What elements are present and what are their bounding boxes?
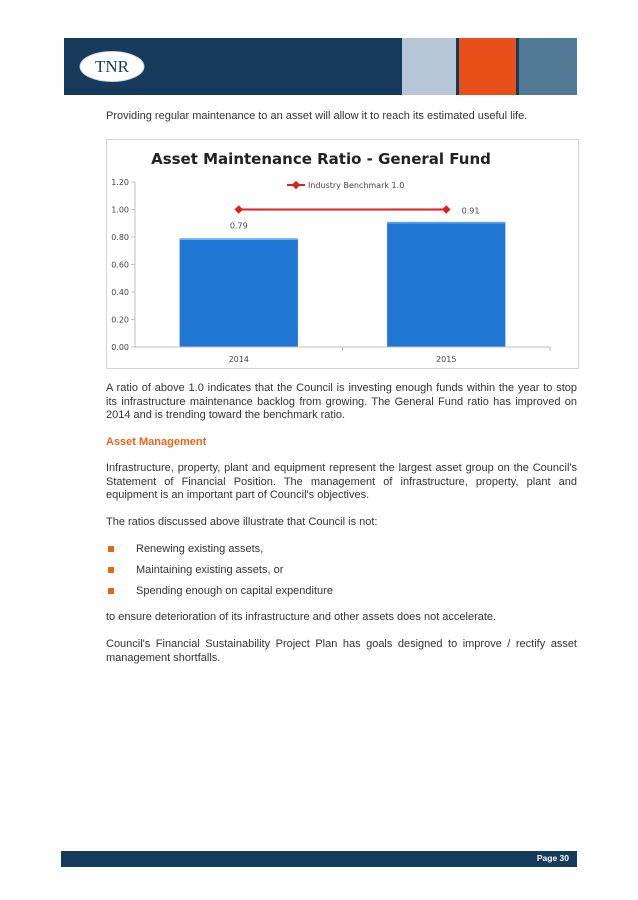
data-label: 0.91 xyxy=(461,206,480,216)
ratio-paragraph: A ratio of above 1.0 indicates that the Council is investing enough funds within the year to stop its infrastructure maintenance backlog from growing. The General Fund ratio has improved on 2014 and is trending toward the benchmark ratio. xyxy=(106,382,577,421)
y-tick-label: 0.40 xyxy=(111,288,129,297)
bar-2014 xyxy=(180,238,298,347)
section-heading: Asset Management xyxy=(106,436,207,448)
legend-diamond-marker xyxy=(292,181,300,189)
logo-text: TNR xyxy=(95,57,129,76)
page-number: Page 30 xyxy=(536,853,569,863)
benchmark-point xyxy=(235,205,243,213)
x-axis xyxy=(135,347,550,364)
y-tick-label: 0.80 xyxy=(111,233,129,242)
bullet-square-icon xyxy=(108,546,114,552)
footer-band xyxy=(61,851,577,867)
ensure-paragraph: to ensure deterioration of its infrastructure and other assets does not accelerate. xyxy=(106,611,497,623)
chart-legend xyxy=(287,181,404,190)
y-tick-label: 0.20 xyxy=(111,315,129,325)
infrastructure-paragraph: Infrastructure, property, plant and equipment represent the largest asset group on the Council's Statement of Financial Position. The management of infrastructure, property, plant and equipment is an important part of Council's objectives. xyxy=(106,462,577,501)
ratios-intro-paragraph: The ratios discussed above illustrate that Council is not: xyxy=(106,516,378,528)
bar-2015 xyxy=(387,222,505,347)
bar-series xyxy=(180,207,506,348)
plan-paragraph: Council's Financial Sustainability Project Plan has goals designed to improve / rectify asset management shortfalls. xyxy=(106,638,577,664)
bullet-square-icon xyxy=(108,567,114,573)
header-block-light xyxy=(402,38,456,95)
x-tick-label: 2014 xyxy=(228,355,249,364)
bullet-square-icon xyxy=(108,588,114,594)
header-block-orange xyxy=(459,38,516,95)
legend-label: Industry Benchmark 1.0 xyxy=(308,181,405,190)
benchmark-series xyxy=(235,205,451,213)
chart-title: Asset Maintenance Ratio - General Fund xyxy=(151,150,491,168)
list-item-text: Maintaining existing assets, or xyxy=(136,564,284,576)
header-block-steel xyxy=(519,38,577,95)
list-item-text: Spending enough on capital expenditure xyxy=(136,585,333,597)
list-item-text: Renewing existing assets, xyxy=(136,543,264,555)
y-tick-label: 1.00 xyxy=(111,205,129,215)
tnr-logo xyxy=(78,50,146,83)
y-tick-label: 0.60 xyxy=(111,260,129,270)
x-tick-label: 2015 xyxy=(436,355,457,364)
header-band xyxy=(64,38,577,95)
data-label: 0.79 xyxy=(229,221,248,231)
chart-canvas xyxy=(107,140,578,368)
intro-paragraph: Providing regular maintenance to an asset will allow it to reach its estimated useful life. xyxy=(106,110,528,122)
y-tick-label: 0.00 xyxy=(111,343,129,352)
y-axis xyxy=(111,178,135,352)
y-tick-label: 1.20 xyxy=(111,178,129,187)
benchmark-point xyxy=(442,205,450,213)
asset-maintenance-chart xyxy=(106,139,579,369)
